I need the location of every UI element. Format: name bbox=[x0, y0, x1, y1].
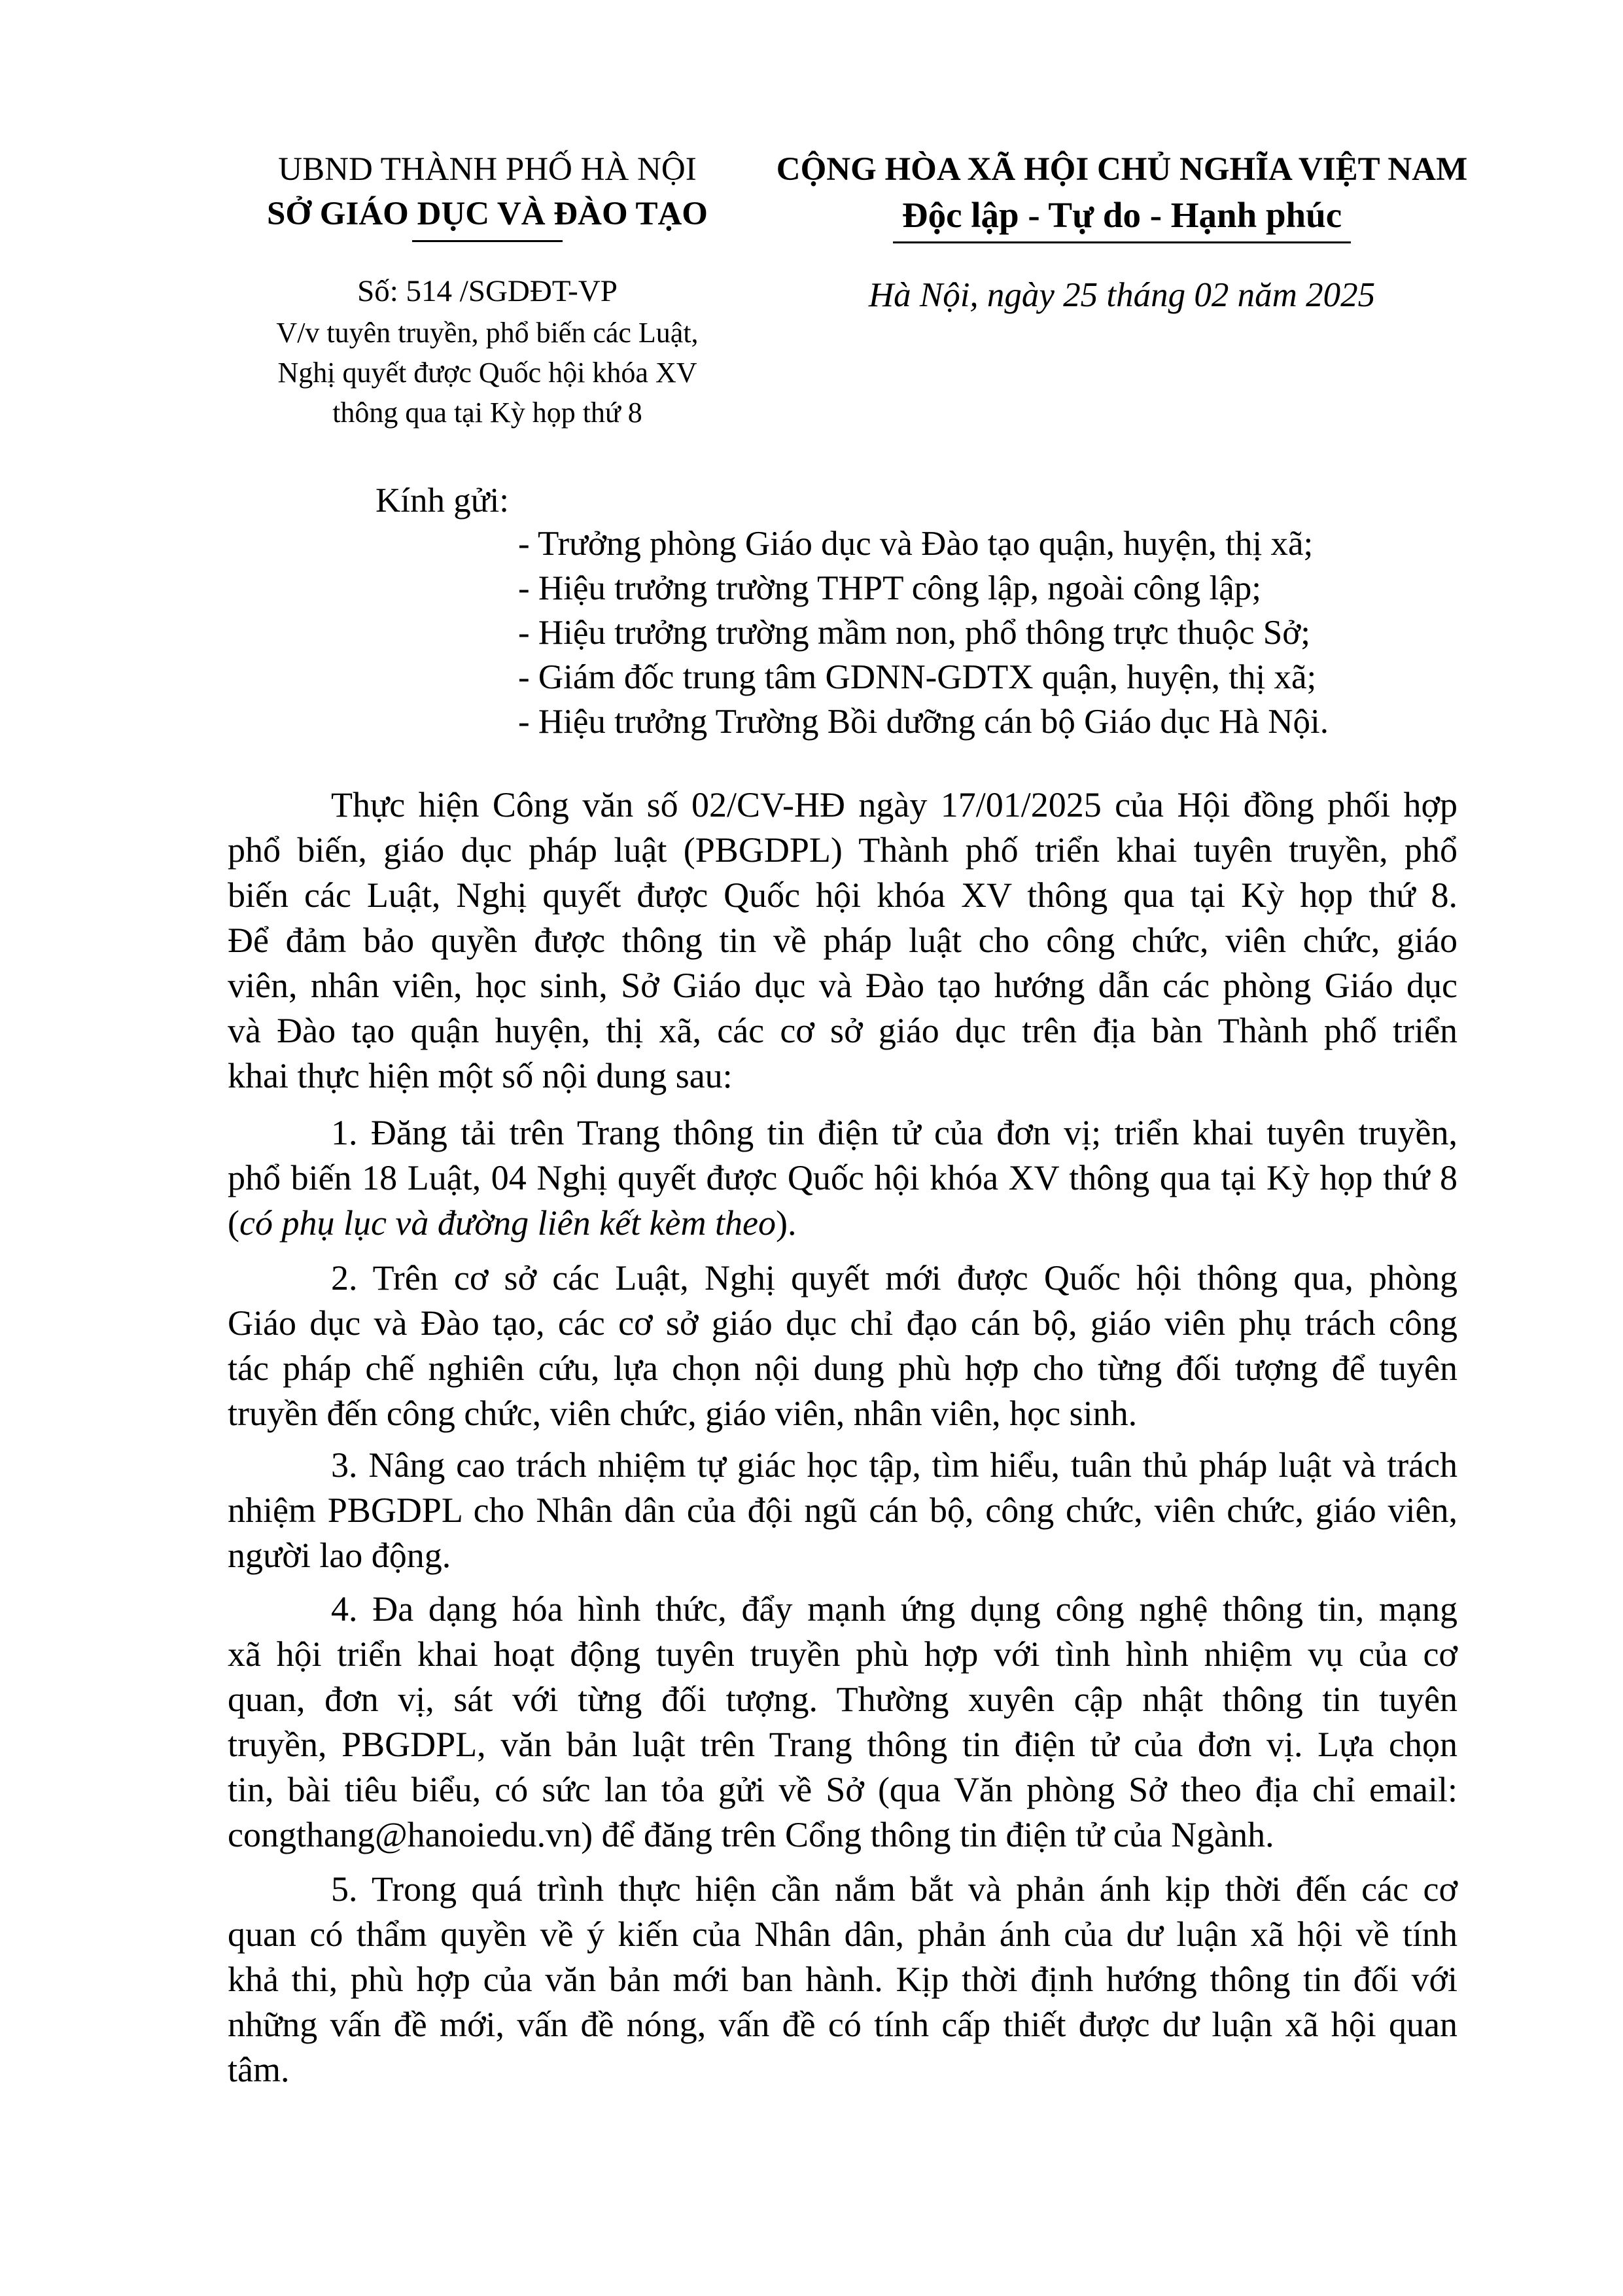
department-underline bbox=[412, 240, 563, 242]
recipient-item: - Hiệu trưởng trường mầm non, phổ thông trực thuộc Sở; bbox=[518, 614, 1310, 652]
subject-line: V/v tuyên truyền, phổ biến các Luật, bbox=[276, 317, 699, 349]
paragraph-line: viên, nhân viên, học sinh, Sở Giáo dục và Đào tạo hướng dẫn các phòng Giáo dục bbox=[228, 966, 1457, 1005]
paragraph-line: 1. Đăng tải trên Trang thông tin điện tử của đơn vị; triển khai tuyên truyền, bbox=[331, 1113, 1457, 1152]
paragraph-line: 3. Nâng cao trách nhiệm tự giác học tập, tìm hiểu, tuân thủ pháp luật và trách bbox=[331, 1445, 1457, 1485]
recipient-item: - Giám đốc trung tâm GDNN-GDTX quận, huyện, thị xã; bbox=[518, 658, 1317, 696]
recipient-item: - Hiệu trưởng trường THPT công lập, ngoài công lập; bbox=[518, 569, 1262, 607]
open-paren: ( bbox=[228, 1203, 239, 1243]
document-number: Số: 514 /SGDĐT-VP bbox=[357, 274, 618, 308]
department-name: SỞ GIÁO DỤC VÀ ĐÀO TẠO bbox=[267, 196, 708, 232]
recipient-list bbox=[518, 521, 1329, 743]
paragraph-line: 2. Trên cơ sở các Luật, Nghị quyết mới được Quốc hội thông qua, phòng bbox=[331, 1258, 1457, 1298]
recipient-item: - Hiệu trưởng Trường Bồi dưỡng cán bộ Giáo dục Hà Nội. bbox=[518, 703, 1329, 741]
paragraph-line: Để đảm bảo quyền được thông tin về pháp luật cho công chức, viên chức, giáo bbox=[228, 921, 1457, 960]
appendix-note: có phụ lục và đường liên kết kèm theo bbox=[239, 1203, 776, 1243]
item-1-paragraph bbox=[228, 1110, 1457, 1246]
paragraph-line: tác pháp chế nghiên cứu, lựa chọn nội dung phù hợp cho từng đối tượng để tuyên bbox=[228, 1349, 1457, 1388]
intro-paragraph bbox=[228, 783, 1457, 1099]
issuing-agency-block bbox=[209, 147, 765, 242]
paragraph-line: 4. Đa dạng hóa hình thức, đẩy mạnh ứng dụng công nghệ thông tin, mạng bbox=[331, 1589, 1457, 1629]
paragraph-line: người lao động. bbox=[228, 1536, 451, 1575]
national-heading-block bbox=[729, 147, 1514, 243]
item-4-paragraph bbox=[228, 1587, 1457, 1858]
document-subject bbox=[209, 313, 765, 433]
country-name: CỘNG HÒA XÃ HỘI CHỦ NGHĨA VIỆT NAM bbox=[776, 151, 1468, 188]
agency-name: UBND THÀNH PHỐ HÀ NỘI bbox=[278, 151, 697, 188]
subject-line: thông qua tại Kỳ họp thứ 8 bbox=[332, 397, 642, 429]
paragraph-line: Giáo dục và Đào tạo, các cơ sở giáo dục chỉ đạo cán bộ, giáo viên phụ trách công bbox=[228, 1303, 1457, 1343]
paragraph-line bbox=[228, 1201, 1457, 1246]
paragraph-line: khai thực hiện một số nội dung sau: bbox=[228, 1056, 733, 1095]
paragraph-line: quan có thẩm quyền về ý kiến của Nhân dân, phản ánh của dư luận xã hội về tính bbox=[228, 1915, 1457, 1954]
paragraph-line: những vấn đề mới, vấn đề nóng, vấn đề có tính cấp thiết được dư luận xã hội quan tâm. bbox=[228, 2005, 1457, 2089]
paragraph-line: truyền, PBGDPL, văn bản luật trên Trang thông tin điện tử của đơn vị. Lựa chọn bbox=[228, 1725, 1457, 1764]
national-motto: Độc lập - Tự do - Hạnh phúc bbox=[901, 195, 1342, 235]
paragraph-line: nhiệm PBGDPL cho Nhân dân của đội ngũ cán bộ, công chức, viên chức, giáo viên, bbox=[228, 1491, 1457, 1530]
recipient-item: - Trưởng phòng Giáo dục và Đào tạo quận, huyện, thị xã; bbox=[518, 525, 1314, 563]
item-5-paragraph bbox=[228, 1867, 1457, 2089]
paragraph-line: phổ biến 18 Luật, 04 Nghị quyết được Quốc hội khóa XV thông qua tại Kỳ họp thứ 8 bbox=[228, 1158, 1457, 1197]
paragraph-line: biến các Luật, Nghị quyết được Quốc hội khóa XV thông qua tại Kỳ họp thứ 8. bbox=[228, 875, 1457, 915]
paragraph-line: congthang@hanoiedu.vn) để đăng trên Cổng thông tin điện tử của Ngành. bbox=[228, 1815, 1274, 1854]
paragraph-line: Thực hiện Công văn số 02/CV-HĐ ngày 17/01/2025 của Hội đồng phối hợp bbox=[331, 785, 1457, 824]
item-3-paragraph bbox=[228, 1443, 1457, 1578]
paragraph-line: phổ biến, giáo dục pháp luật (PBGDPL) Thành phố triển khai tuyên truyền, phổ bbox=[228, 830, 1457, 870]
subject-line: Nghị quyết được Quốc hội khóa XV bbox=[277, 357, 697, 389]
paragraph-line: tin, bài tiêu biểu, có sức lan tỏa gửi về Sở (qua Văn phòng Sở theo địa chỉ email: bbox=[228, 1770, 1457, 1809]
item-2-paragraph bbox=[228, 1256, 1457, 1436]
salutation: Kính gửi: bbox=[375, 482, 509, 520]
paragraph-line: và Đào tạo quận huyện, thị xã, các cơ sở giáo dục trên địa bàn Thành phố triển bbox=[228, 1011, 1457, 1050]
paragraph-line: khả thi, phù hợp của văn bản mới ban hành. Kịp thời định hướng thông tin đối với bbox=[228, 1960, 1457, 1999]
close-paren: ). bbox=[775, 1203, 797, 1243]
paragraph-line: 5. Trong quá trình thực hiện cần nắm bắt và phản ánh kịp thời đến các cơ bbox=[331, 1869, 1457, 1909]
paragraph-line: xã hội triển khai hoạt động tuyên truyền phù hợp với tình hình nhiệm vụ của cơ bbox=[228, 1634, 1457, 1674]
place-and-date: Hà Nội, ngày 25 tháng 02 năm 2025 bbox=[868, 276, 1376, 314]
paragraph-line: quan, đơn vị, sát với từng đối tượng. Thường xuyên cập nhật thông tin tuyên bbox=[228, 1680, 1457, 1719]
motto-underline bbox=[893, 241, 1351, 243]
paragraph-line: truyền đến công chức, viên chức, giáo viên, nhân viên, học sinh. bbox=[228, 1394, 1138, 1433]
